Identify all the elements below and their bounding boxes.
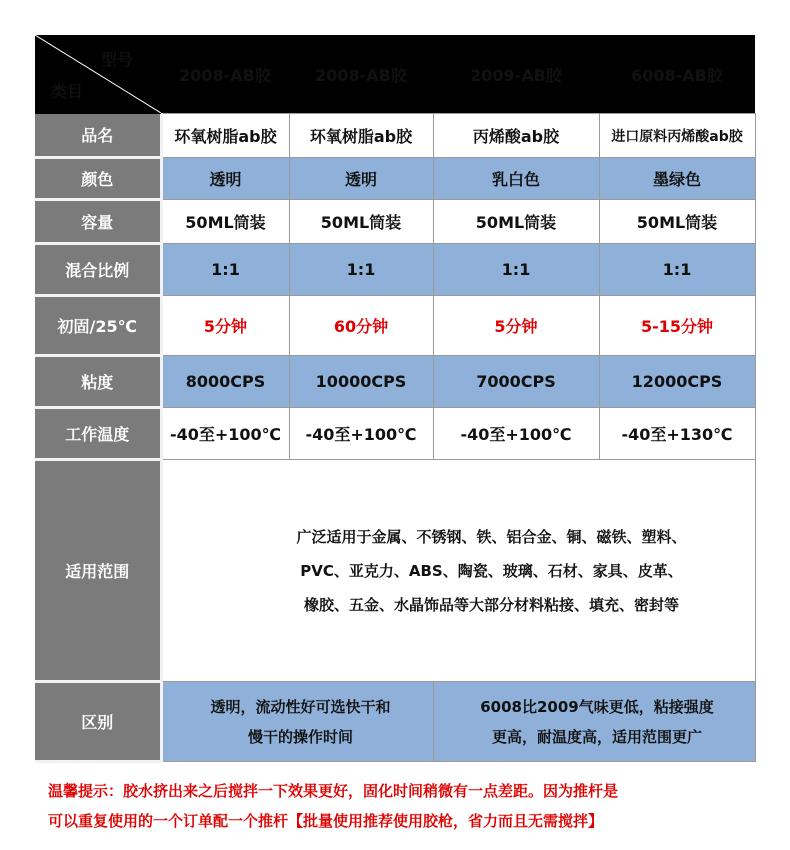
cell: 透明	[161, 158, 289, 200]
row-label: 区别	[35, 682, 161, 762]
row-scope	[35, 460, 755, 682]
difference-left-cell	[161, 682, 433, 762]
row-label: 工作温度	[35, 408, 161, 460]
difference-line: 更高，耐温度高，适用范围更广	[491, 727, 702, 746]
row-label: 容量	[35, 200, 161, 244]
cell: 环氧树脂ab胶	[161, 114, 289, 158]
warm-tip	[48, 776, 758, 836]
cell: 墨绿色	[599, 158, 755, 200]
cell: 5分钟	[161, 296, 289, 356]
spec-table	[35, 35, 756, 763]
cell: -40至+100℃	[289, 408, 433, 460]
scope-cell	[161, 460, 755, 682]
row-cure	[35, 296, 755, 356]
scope-line: 广泛适用于金属、不锈钢、铁、铝合金、铜、磁铁、塑料、	[296, 527, 687, 546]
difference-line: 6008比2009气味更低，粘接强度	[480, 697, 714, 716]
tip-line: 可以重复使用的一个订单配一个推杆【批量使用推荐使用胶枪，省力而且无需搅拌】	[48, 812, 604, 830]
row-name	[35, 114, 755, 158]
cell: -40至+100℃	[161, 408, 289, 460]
model-header: 2009-AB胶	[433, 35, 599, 114]
scope-line: 橡胶、五金、水晶饰品等大部分材料粘接、填充、密封等	[303, 595, 679, 614]
cell: 50ML筒装	[433, 200, 599, 244]
cell: 进口原料丙烯酸ab胶	[599, 114, 755, 158]
row-label: 颜色	[35, 158, 161, 200]
cell: 5-15分钟	[599, 296, 755, 356]
row-ratio	[35, 244, 755, 296]
tip-line: 温馨提示：胶水挤出来之后搅拌一下效果更好，固化时间稍微有一点差距。因为推杆是	[48, 782, 619, 800]
corner-cell	[35, 35, 161, 114]
difference-line: 慢干的操作时间	[247, 727, 353, 746]
corner-top-label: 型号	[100, 50, 133, 69]
row-label: 混合比例	[35, 244, 161, 296]
difference-right-cell	[433, 682, 755, 762]
cell: 乳白色	[433, 158, 599, 200]
row-capacity	[35, 200, 755, 244]
cell: 60分钟	[289, 296, 433, 356]
cell: 50ML筒装	[289, 200, 433, 244]
cell: 1:1	[433, 244, 599, 296]
row-label: 适用范围	[35, 460, 161, 682]
row-temperature	[35, 408, 755, 460]
cell: 透明	[289, 158, 433, 200]
cell: -40至+130℃	[599, 408, 755, 460]
row-color	[35, 158, 755, 200]
cell: 环氧树脂ab胶	[289, 114, 433, 158]
cell: 7000CPS	[433, 356, 599, 408]
cell: 12000CPS	[599, 356, 755, 408]
model-header: 6008-AB胶	[599, 35, 755, 114]
cell: 8000CPS	[161, 356, 289, 408]
cell: 50ML筒装	[599, 200, 755, 244]
difference-line: 透明，流动性好可选快干和	[210, 697, 391, 716]
cell: -40至+100℃	[433, 408, 599, 460]
cell: 1:1	[599, 244, 755, 296]
model-header: 2008-AB胶	[289, 35, 433, 114]
model-header: 2008-AB胶	[161, 35, 289, 114]
corner-bottom-label: 类目	[51, 81, 84, 101]
header-row	[35, 35, 755, 114]
cell: 10000CPS	[289, 356, 433, 408]
scope-line: PVC、亚克力、ABS、陶瓷、玻璃、石材、家具、皮革、	[300, 561, 683, 580]
row-viscosity	[35, 356, 755, 408]
row-difference	[35, 682, 755, 762]
cell: 50ML筒装	[161, 200, 289, 244]
row-label: 品名	[35, 114, 161, 158]
cell: 1:1	[289, 244, 433, 296]
cell: 5分钟	[433, 296, 599, 356]
row-label: 初固/25℃	[35, 296, 161, 356]
row-label: 粘度	[35, 356, 161, 408]
cell: 丙烯酸ab胶	[433, 114, 599, 158]
cell: 1:1	[161, 244, 289, 296]
